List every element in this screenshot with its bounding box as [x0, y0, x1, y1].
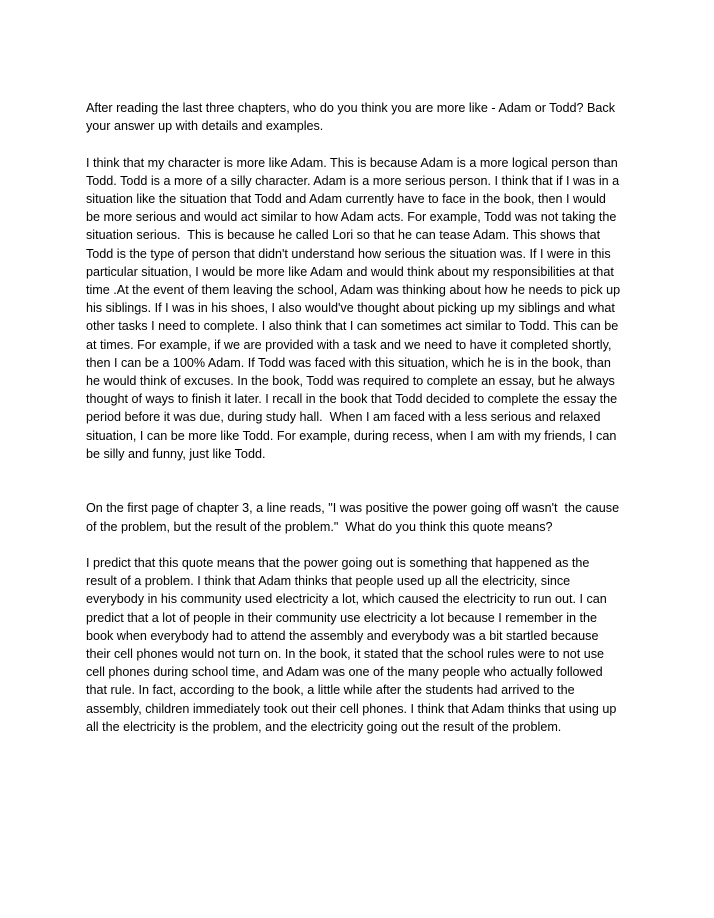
document-page	[86, 99, 642, 736]
text-line: I think that my character is more like Adam. This is because Adam is a more logical person than	[86, 155, 618, 170]
text-line: their cell phones would not turn on. In the book, it stated that the school rules were to not use	[86, 647, 605, 662]
text-line: situation, I can be more like Todd. For example, during recess, when I am with my friends, I can	[86, 428, 617, 443]
text-line: On the first page of chapter 3, a line reads, "I was positive the power going off wasn't the cause	[86, 501, 620, 516]
text-line: period before it was due, during study hall. When I am faced with a less serious and relaxed	[86, 410, 601, 425]
text-line: situation like the situation that Todd and Adam currently have to face in the book, then I would	[86, 192, 606, 206]
text-line: of the problem, but the result of the problem." What do you think this quote means?	[86, 519, 553, 534]
text-line: result of a problem. I think that Adam thinks that people used up all the electricity, since	[86, 574, 571, 589]
text-line: his siblings. If I was in his shoes, I also would've thought about picking up my siblings and what	[86, 301, 615, 316]
text-line: that rule. In fact, according to the book, a little while after the students had arrived to the	[86, 683, 575, 698]
text-line: he would think of excuses. In the book, Todd was required to complete an essay, but he always	[86, 374, 615, 389]
text-line: be silly and funny, just like Todd.	[86, 446, 266, 461]
text-line: predict that a lot of people in their community use electricity a lot because I remember in the	[86, 610, 597, 625]
text-line: situation serious. This is because he called Lori so that he can tease Adam. This shows that	[86, 228, 601, 243]
text-line: all the electricity is the problem, and the electricity going out the result of the problem.	[86, 719, 562, 734]
text-line: cell phones during school time, and Adam was one of the many people who actually followed	[86, 665, 603, 680]
paragraph-spacer	[86, 536, 642, 554]
paragraph-spacer	[86, 135, 642, 153]
text-line: Todd is the type of person that didn't understand how serious the situation was. If I were in this	[86, 246, 611, 261]
paragraph-spacer	[86, 481, 642, 499]
paragraph-spacer	[86, 463, 642, 481]
text-line: assembly, children immediately took out their cell phones. I think that Adam thinks that using up	[86, 701, 617, 716]
text-line: at times. For example, if we are provided with a task and we need to have it completed shortly,	[86, 337, 612, 352]
question-1-prompt	[86, 99, 642, 135]
text-line: Todd. Todd is a more of a silly character. Adam is a more serious person. I think that if I was in a	[86, 173, 620, 188]
question-2-prompt	[86, 499, 642, 535]
text-line: book when everybody had to attend the assembly and everybody was a bit startled because	[86, 628, 599, 643]
question-1-answer	[86, 154, 642, 463]
text-line: everybody in his community used electricity a lot, which caused the electricity to run out. I can	[86, 592, 607, 607]
text-line: I predict that this quote means that the power going out is something that happened as the	[86, 556, 590, 571]
text-line: your answer up with details and examples.	[86, 119, 324, 134]
text-line: be more serious and would act similar to how Adam acts. For example, Todd was not taking the	[86, 210, 617, 225]
text-line: time .At the event of them leaving the school, Adam was thinking about how he needs to pick up	[86, 283, 621, 298]
text-line: then I can be a 100% Adam. If Todd was faced with this situation, which he is in the book, than	[86, 355, 611, 370]
text-line: other tasks I need to complete. I also think that I can sometimes act similar to Todd. This can be	[86, 319, 619, 334]
text-line: particular situation, I would be more like Adam and would think about my responsibilities at that	[86, 264, 614, 279]
text-line: After reading the last three chapters, who do you think you are more like - Adam or Todd? Back	[86, 101, 615, 115]
question-2-answer	[86, 554, 642, 736]
text-line: thought of ways to finish it later. I recall in the book that Todd decided to complete the essay the	[86, 392, 618, 407]
